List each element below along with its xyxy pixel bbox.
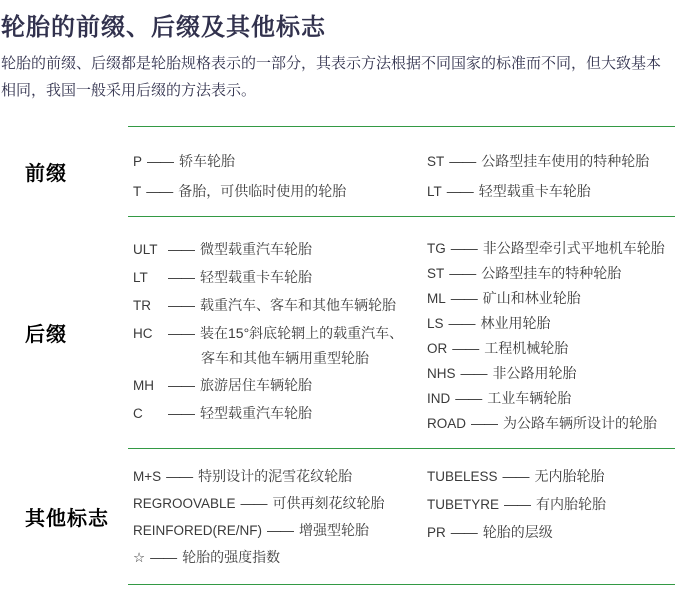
item-code: MH [133,378,154,393]
item-code: C [133,406,143,421]
legend-row [133,547,427,568]
legend-row [133,239,427,260]
item-code: TUBELESS [427,469,498,484]
item-description: 备胎，可供临时使用的轮胎 [178,183,347,199]
item-dash: —— [168,297,194,313]
item-dash: —— [455,390,482,406]
item-description: 非公路用轮胎 [492,365,577,381]
section-prefix [0,126,675,216]
legend-row [133,151,427,172]
item-description: 轻型载重卡车轮胎 [478,183,591,199]
item-code: REINFORED(RE/NF) [133,523,262,538]
item-code: TR [133,298,151,313]
legend-row [133,267,427,288]
section-suffix-content [128,216,675,448]
item-description: 轻型载重汽车轮胎 [200,405,312,421]
item-code: P [133,154,143,169]
item-dash: —— [450,524,477,540]
item-dash: —— [446,183,473,199]
item-description: 公路型挂车的特种轮胎 [481,265,622,281]
item-dash: —— [168,325,194,341]
legend-row [133,493,427,514]
section-other-marks-content [128,448,675,585]
item-dash: —— [460,365,487,381]
item-dash: —— [146,183,173,199]
page-title: 轮胎的前缀、后缀及其他标志 [1,14,326,41]
section-suffix-label-column [0,216,128,448]
item-description: 可供再刻花纹轮胎 [272,495,385,511]
legend-row [427,363,675,384]
item-description: 轮胎的层级 [482,524,553,540]
section-suffix [0,216,675,448]
item-dash: —— [166,468,193,484]
item-description: 特别设计的泥雪花纹轮胎 [198,468,353,484]
item-dash: —— [449,153,476,169]
suffix-left-column [133,217,427,434]
item-description: 林业用轮胎 [480,315,551,331]
legend-row [427,466,675,487]
legend-row [133,375,427,396]
item-description: 轮胎的强度指数 [182,549,281,565]
suffix-right-column [427,217,675,434]
item-dash: —— [168,377,194,393]
item-description: 矿山和林业轮胎 [482,290,581,306]
item-code: IND [427,391,451,406]
item-code: HC [133,326,153,341]
legend-row [427,388,675,409]
legend-row [427,181,675,202]
item-description: 微型载重汽车轮胎 [200,241,312,257]
item-code: ☆ [133,550,146,565]
item-description: 轻型载重卡车轮胎 [200,269,312,285]
legend-row [133,403,427,424]
item-dash: —— [168,269,194,285]
item-dash: —— [504,496,531,512]
item-dash: —— [150,549,177,565]
item-dash: —— [168,405,194,421]
legend-row [427,413,675,434]
item-code: ROAD [427,416,467,431]
item-dash: —— [471,415,498,431]
intro-paragraph: 轮胎的前缀、后缀都是轮胎规格表示的一部分，其表示方法根据不同国家的标准而不同，但大致基本相同，我国一般采用后缀的方法表示。 [1,55,662,99]
item-description: 轿车轮胎 [179,153,236,169]
item-code: ML [427,291,446,306]
item-code: LT [133,270,148,285]
item-description: 为公路车辆所设计的轮胎 [503,415,658,431]
item-code: M+S [133,469,162,484]
item-description: 旅游居住车辆轮胎 [200,377,312,393]
item-dash: —— [450,240,477,256]
legend-row [427,313,675,334]
other-marks-right-column [427,449,675,568]
item-dash: —— [168,241,194,257]
item-dash: —— [449,265,476,281]
item-description: 增强型轮胎 [299,522,369,538]
item-description: 工业车辆轮胎 [487,390,572,406]
item-dash: —— [267,522,293,538]
item-code: TG [427,241,446,256]
section-prefix-label-column [0,126,128,216]
legend-row [133,520,427,541]
item-code: LT [427,184,442,199]
item-description: 有内胎轮胎 [536,496,607,512]
legend-row [133,466,427,487]
prefix-right-column [427,127,675,202]
item-description: 工程机械轮胎 [484,340,569,356]
legend-row [427,494,675,515]
item-dash: —— [240,495,267,511]
item-code: REGROOVABLE [133,496,236,511]
section-other-marks-label-column [0,448,128,585]
item-dash: —— [147,153,174,169]
item-code: OR [427,341,448,356]
item-description: 无内胎轮胎 [534,468,605,484]
legend-row [133,323,427,368]
item-description: 公路型挂车使用的特种轮胎 [481,153,650,169]
legend-row [427,263,675,284]
item-dash: —— [452,340,479,356]
item-code: T [133,184,142,199]
legend-row [133,181,427,202]
item-dash: —— [450,290,477,306]
item-code: NHS [427,366,456,381]
item-code: ST [427,266,445,281]
section-prefix-label: 前缀 [25,162,67,185]
legend-row [427,151,675,172]
prefix-left-column [133,127,427,202]
item-code: PR [427,525,446,540]
legend-row [427,522,675,543]
item-code: LS [427,316,444,331]
item-dash: —— [502,468,529,484]
item-description: 装在15°斜底轮辋上的载重汽车、 [200,325,404,341]
section-other-marks [0,448,675,585]
legend-row [133,295,427,316]
legend-row [427,288,675,309]
item-description: 非公路型牵引式平地机车轮胎 [482,240,665,256]
legend-row [427,238,675,259]
section-other-marks-label: 其他标志 [25,508,109,530]
item-code: ST [427,154,445,169]
item-dash: —— [448,315,475,331]
item-description-line2: 客车和其他车辆用重型轮胎 [201,350,369,366]
other-marks-left-column [133,449,427,568]
item-description: 载重汽车、客车和其他车辆轮胎 [200,297,396,313]
item-code: ULT [133,242,158,257]
item-code: TUBETYRE [427,497,500,512]
legend-sections [0,126,675,585]
legend-row [427,338,675,359]
section-prefix-content [128,126,675,216]
section-suffix-label: 后缀 [25,323,67,346]
